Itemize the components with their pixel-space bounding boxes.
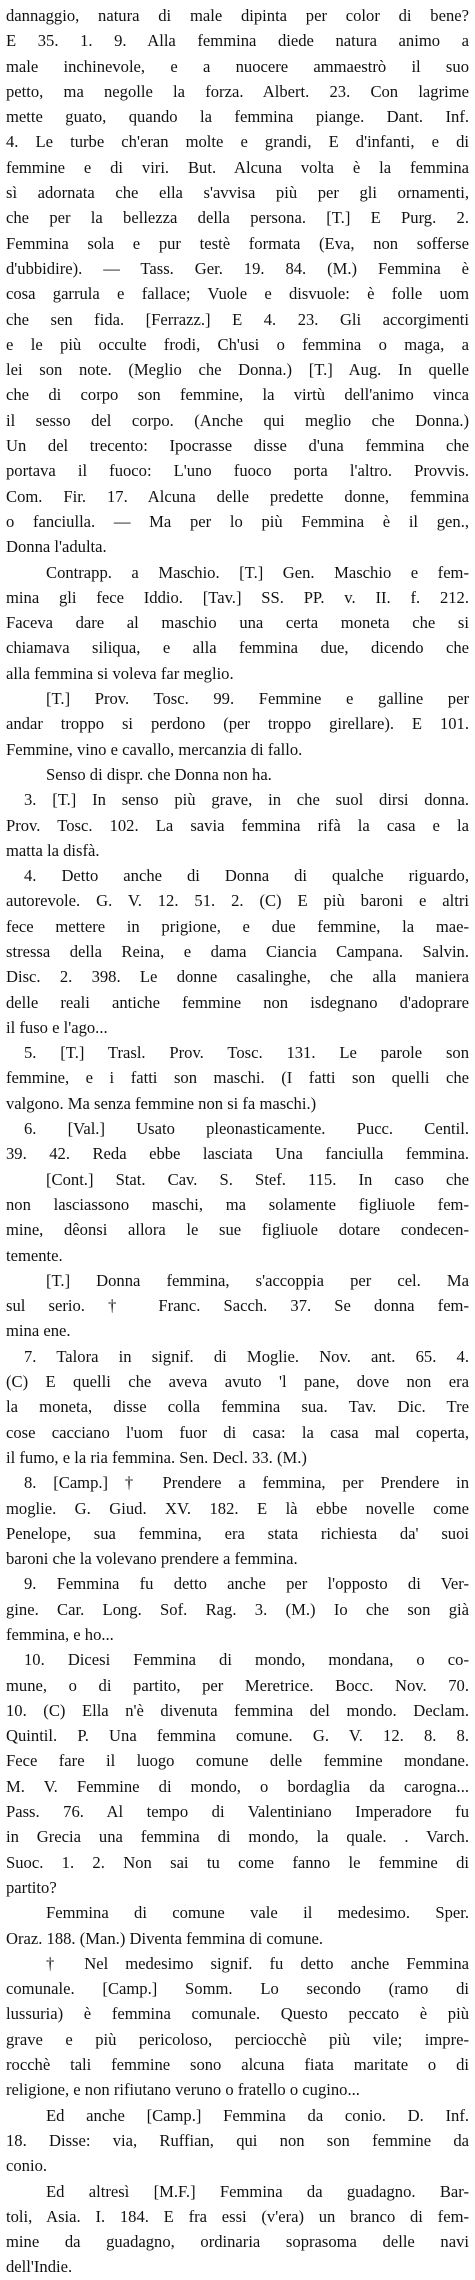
text-line: stressa della Reina, e dama Ciancia Campana. Salvin. xyxy=(6,941,469,961)
text-line: Femmina sola e pur testè formata (Eva, non sofferse xyxy=(6,233,469,253)
text-line: femmine e di viri. But. Alcuna volta è la femmina xyxy=(6,157,469,177)
text-line: 7. Talora in signif. di Moglie. Nov. ant. 65. 4. xyxy=(24,1346,469,1366)
text-line: 4. Le turbe ch'eran molte e grandi, E d'infanti, e di xyxy=(6,132,469,152)
text-line: gine. Car. Long. Sof. Rag. 3. (M.) Io che son già xyxy=(6,1599,469,1619)
text-line: matta la disfà. xyxy=(6,840,100,860)
text-line: Disc. 2. 398. Le donne casalinghe, che alla maniera xyxy=(6,967,469,987)
text-line: dell'Indie. xyxy=(6,2257,73,2277)
text-line: non lasciassono maschi, ma solamente figliuole fem- xyxy=(6,1194,469,1214)
text-line: la moneta, disse colla femmina sua. Tav. Dic. Tre xyxy=(6,1397,469,1417)
text-line: Quintil. P. Una femmina comune. G. V. 12. 8. 8. xyxy=(6,1726,469,1746)
text-line: M. V. Femmine di mondo, o bordaglia da carogna... xyxy=(6,1776,469,1796)
text-line: delle reali antiche femmine non isdegnano d'adoprare xyxy=(6,992,469,1012)
text-line: 39. 42. Reda ebbe lasciata Una fanciulla femmina. xyxy=(6,1144,469,1164)
text-line: [T.] Prov. Tosc. 99. Femmine e galline per xyxy=(46,689,469,709)
text-line: Fece fare il luogo comune delle femmine mondane. xyxy=(6,1751,469,1771)
text-line: Faceva dare al maschio una certa moneta che si xyxy=(6,613,469,633)
text-line: mina gli fece Iddio. [Tav.] SS. PP. v. II. f. 212. xyxy=(6,587,469,607)
text-line: 9. Femmina fu detto anche per l'opposto di Ver- xyxy=(24,1574,469,1594)
text-line: fece mettere in prigione, e due femmine, la mae- xyxy=(6,916,469,936)
text-line: femmine, e i fatti son maschi. (I fatti son quelli che xyxy=(6,1068,469,1088)
text-line: valgono. Ma senza femmine non si fa maschi.) xyxy=(6,1093,317,1113)
text-line: Penelope, sua femmina, era stata richiesta da' suoi xyxy=(6,1523,469,1543)
text-line: lussuria) è femmina comunale. Questo peccato è più xyxy=(6,2004,469,2024)
text-line: 10. (C) Ella n'è divenuta femmina del mondo. Declam. xyxy=(6,1700,469,1720)
text-line: religione, e non rifiutano veruno o fratello o cugino... xyxy=(6,2080,360,2100)
text-line: (C) E quelli che aveva avuto 'l pane, dove non era xyxy=(6,1372,469,1392)
text-line: mina ene. xyxy=(6,1321,71,1341)
text-line: Femmine, vino e cavallo, mercanzia di fallo. xyxy=(6,739,303,759)
text-line: mine, dêonsi allora le sue figliuole dotare condecen- xyxy=(6,1220,469,1240)
text-line: † Nel medesimo signif. fu detto anche Femmina xyxy=(46,1953,469,1973)
text-line: rocchè tali femmine sono alcuna fiata maritate o di xyxy=(6,2055,469,2075)
text-line: cosa garrula e fallace; Vuole e disvuole: è folle uom xyxy=(6,284,469,304)
text-line: sul serio. † Franc. Sacch. 37. Se donna fem- xyxy=(6,1296,469,1316)
text-line: 6. [Val.] Usato pleonasticamente. Pucc. Centil. xyxy=(24,1119,469,1139)
text-line: baroni che la volevano prendere a femmina. xyxy=(6,1549,298,1569)
text-line: comunale. [Camp.] Somm. Lo secondo (ramo di xyxy=(6,1979,469,1999)
text-line: il sesso del corpo. (Anche qui meglio che Donna.) xyxy=(6,410,469,430)
text-line: alla femmina si voleva far meglio. xyxy=(6,663,234,683)
text-line: petto, ma negolle la forza. Albert. 23. Con lagrime xyxy=(6,81,469,101)
text-line: Un del trecento: Ipocrasse disse d'una femmina che xyxy=(6,436,469,456)
text-line: che sen fida. [Ferrazz.] E 4. 23. Gli accorgimenti xyxy=(6,309,469,329)
text-line: Prov. Tosc. 102. La savia femmina rifà la casa e la xyxy=(6,815,469,835)
text-line: che per la bellezza della persona. [T.] E Purg. 2. xyxy=(6,208,469,228)
text-line: chiamava siliqua, e alla femmina due, dicendo che xyxy=(6,638,469,658)
text-line: il fumo, e la ria femmina. Sen. Decl. 33. (M.) xyxy=(6,1447,307,1467)
text-line: Ed anche [Camp.] Femmina da conio. D. Inf. xyxy=(46,2105,469,2125)
text-line: 5. [T.] Trasl. Prov. Tosc. 131. Le parole son xyxy=(24,1043,469,1063)
text-line: Pass. 76. Al tempo di Valentiniano Imperadore fu xyxy=(6,1802,469,1822)
text-line: mette guato, quando la femmina piange. Dant. Inf. xyxy=(6,107,469,127)
text-line: cose cacciano l'uom fuor di casa: la casa mal coperta, xyxy=(6,1422,469,1442)
dictionary-entry-column xyxy=(6,3,469,2280)
text-line: sì adornata che ella s'avvisa più per gli ornamenti, xyxy=(6,183,469,203)
text-line: Com. Fir. 17. Alcuna delle predette donne, femmina xyxy=(6,486,469,506)
text-line: 4. Detto anche di Donna di qualche riguardo, xyxy=(24,866,469,886)
text-line: autorevole. G. V. 12. 51. 2. (C) E più baroni e altri xyxy=(6,891,469,911)
text-line: moglie. G. Giud. XV. 182. E là ebbe novelle come xyxy=(6,1498,469,1518)
text-line: in Grecia una femmina di mondo, la quale. . Varch. xyxy=(6,1827,469,1847)
text-line: Oraz. 188. (Man.) Diventa femmina di comune. xyxy=(6,1928,324,1948)
text-line: andar troppo si perdono (per troppo girellare). E 101. xyxy=(6,714,469,734)
text-line: e le più occulte frodi, Ch'usi o femmina o maga, a xyxy=(6,334,469,354)
text-line: conio. xyxy=(6,2156,48,2176)
text-line: [Cont.] Stat. Cav. S. Stef. 115. In caso che xyxy=(46,1169,469,1189)
text-line: Donna l'adulta. xyxy=(6,537,107,557)
text-line: toli, Asia. I. 184. E fra essi (v'era) un branco di fem- xyxy=(6,2206,469,2226)
text-line: femmina, e ho... xyxy=(6,1625,114,1644)
text-line: Ed altresì [M.F.] Femmina da guadagno. Bar- xyxy=(46,2181,469,2201)
text-line: il fuso e l'ago... xyxy=(6,1017,108,1037)
text-line: 3. [T.] In senso più grave, in che suol dirsi donna. xyxy=(24,790,469,810)
text-line: 18. Disse: via, Ruffian, qui non son femmine da xyxy=(6,2130,469,2150)
text-line: lei son note. (Meglio che Donna.) [T.] Aug. In quelle xyxy=(6,360,469,380)
text-line: partito? xyxy=(6,1877,57,1897)
text-line: temente. xyxy=(6,1245,63,1265)
text-line: mune, o di partito, per Meretrice. Bocc. Nov. 70. xyxy=(6,1675,469,1695)
text-line: grave e più pericoloso, perciocchè più vile; impre- xyxy=(6,2029,469,2049)
text-line: 10. Dicesi Femmina di mondo, mondana, o co- xyxy=(24,1650,469,1670)
text-line: d'ubbidire). — Tass. Ger. 19. 84. (M.) Femmina è xyxy=(6,258,469,278)
text-line: Contrapp. a Maschio. [T.] Gen. Maschio e fem- xyxy=(46,562,469,582)
text-line: portava il fuoco: L'uno fuoco porta l'altro. Provvis. xyxy=(6,461,469,481)
text-line: Femmina di comune vale il medesimo. Sper. xyxy=(46,1903,469,1923)
text-line: che di corpo son femmine, la virtù dell'animo vinca xyxy=(6,385,469,405)
text-line: dannaggio, natura di male dipinta per color di bene? xyxy=(6,6,469,25)
text-line: male inchinevole, e a nuocere ammaestrò il suo xyxy=(6,56,469,76)
text-line: Suoc. 1. 2. Non sai tu come fanno le femmine di xyxy=(6,1852,469,1872)
text-line: o fanciulla. — Ma per lo più Femmina è il gen., xyxy=(6,511,469,531)
text-line: [T.] Donna femmina, s'accoppia per cel. Ma xyxy=(46,1270,469,1290)
text-line: E 35. 1. 9. Alla femmina diede natura animo a xyxy=(6,31,469,51)
text-line: 8. [Camp.] † Prendere a femmina, per Prendere in xyxy=(24,1473,469,1493)
text-line: Senso di dispr. che Donna non ha. xyxy=(46,764,272,784)
text-line: mine da guadagno, ordinaria soprasoma delle navi xyxy=(6,2232,469,2252)
